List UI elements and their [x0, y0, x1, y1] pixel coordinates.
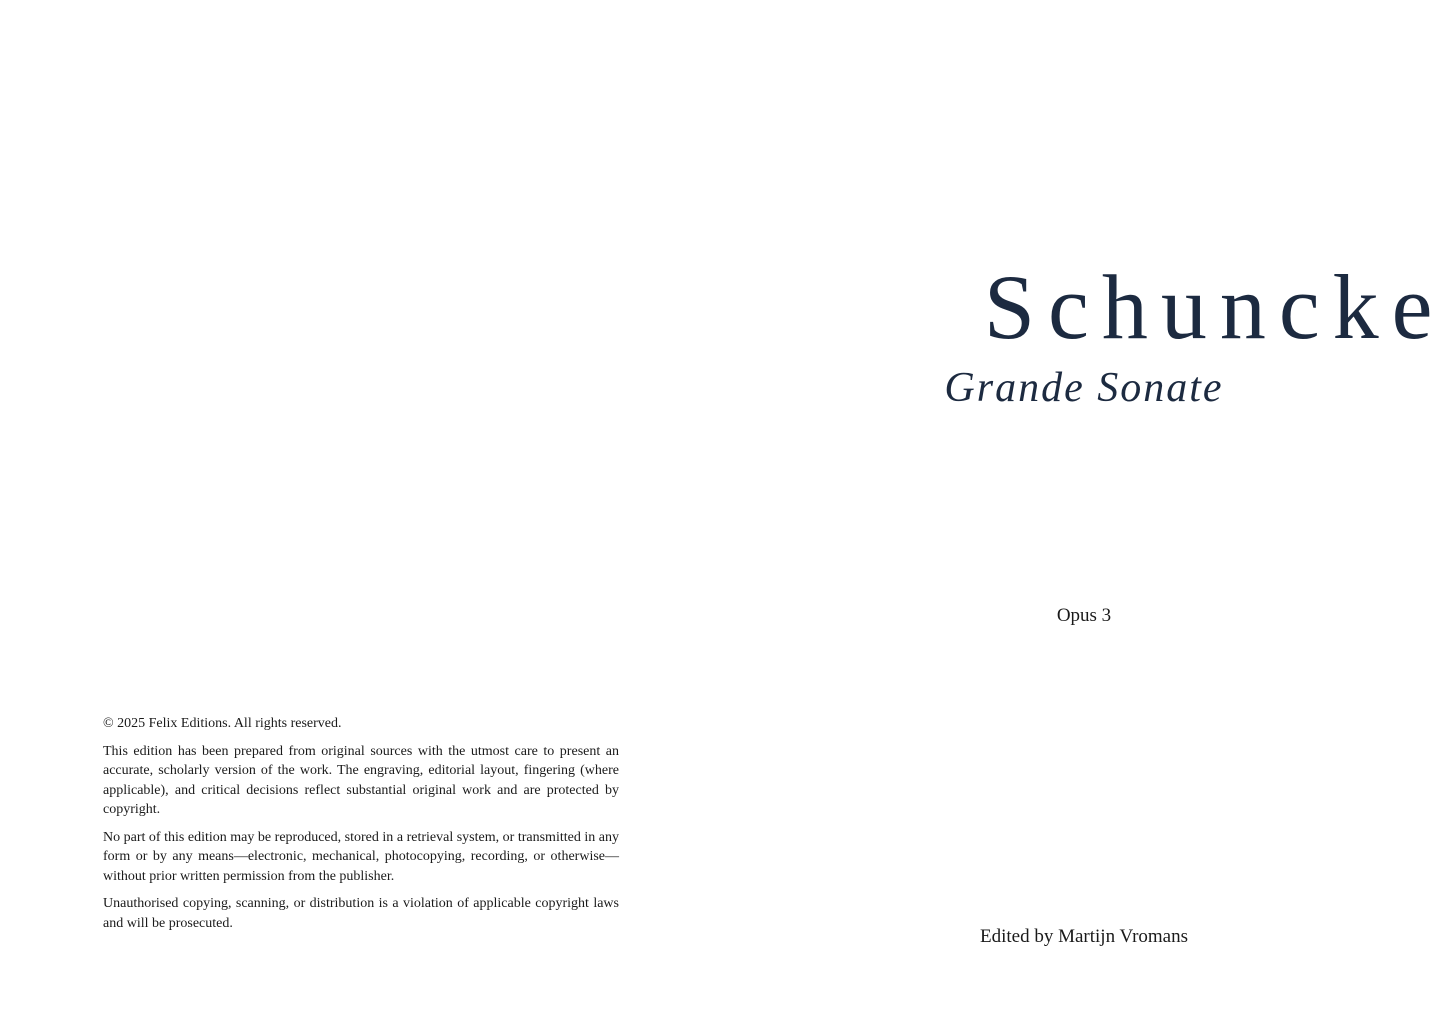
copyright-notice	[103, 714, 619, 941]
composer-name: Schuncke	[983, 256, 1445, 358]
opus-number: Opus 3	[1056, 605, 1112, 626]
left-page	[0, 0, 722, 1021]
right-page	[722, 0, 1445, 1021]
copyright-line: © 2025 Felix Editions. All rights reserved.	[103, 716, 342, 731]
work-title: Grande Sonate	[944, 365, 1224, 411]
editor-credit: Edited by Martijn Vromans	[979, 926, 1189, 947]
copyright-paragraph-warning: Unauthorised copying, scanning, or distribution is a violation of applicable copyright laws and will be prosecuted.	[103, 896, 619, 931]
copyright-paragraph-edition: This edition has been prepared from original sources with the utmost care to present an accurate, scholarly version of the work. The engraving, editorial layout, fingering (where applicable), and critical decisions reflect substantial original work and are protected by copyright.	[103, 743, 619, 817]
composer-name-block	[722, 252, 1445, 362]
copyright-paragraph-reproduction: No part of this edition may be reproduced, stored in a retrieval system, or transmitted in any form or by any means—electronic, mechanical, photocopying, recording, or otherwise—without prior written permission from the publisher.	[103, 829, 619, 884]
